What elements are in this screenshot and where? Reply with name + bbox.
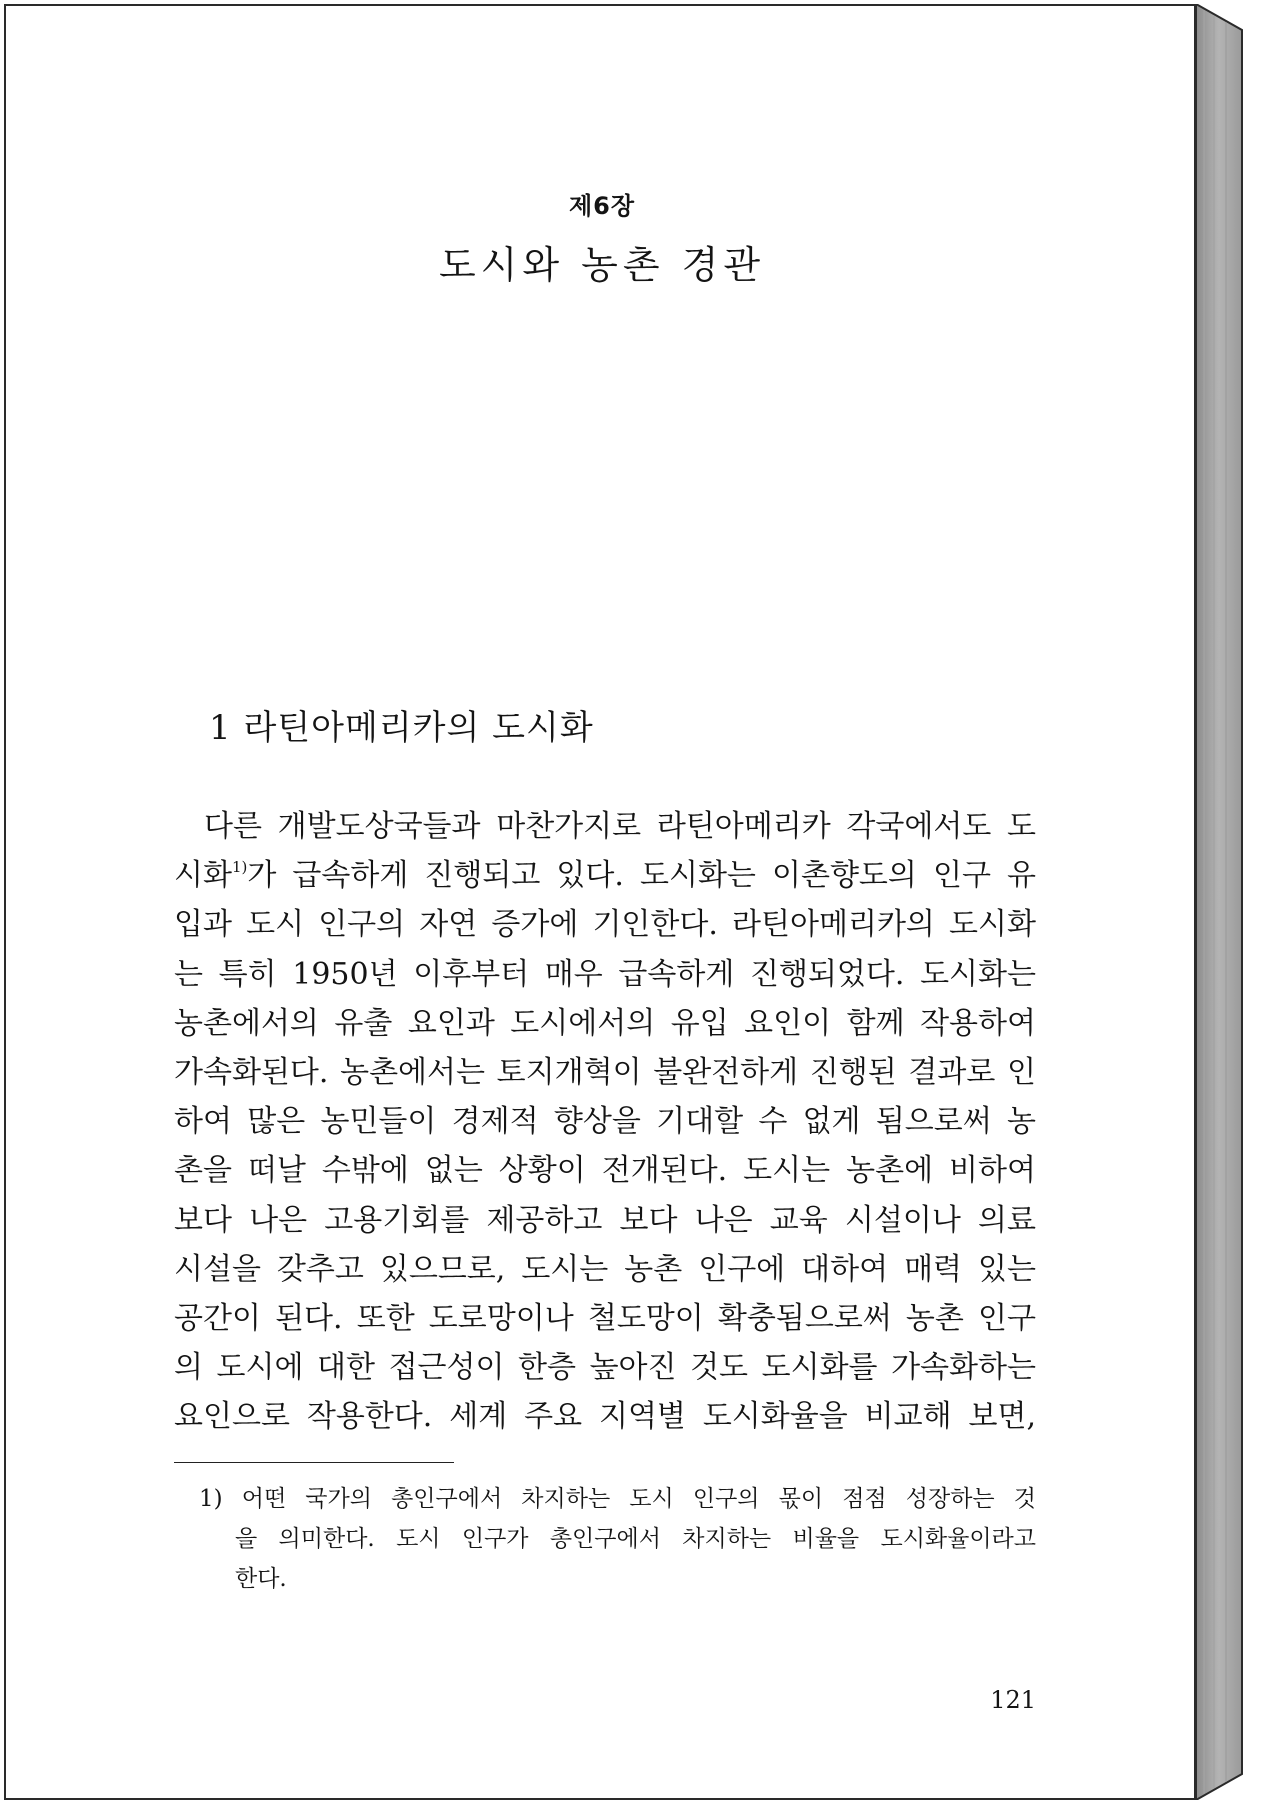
book-page [4, 4, 1196, 1800]
body-line: 하여 많은 농민들이 경제적 향상을 기대할 수 없게 됨으로써 농 [174, 1104, 1036, 1140]
footnote-reference: 1) [231, 858, 248, 877]
footnote-divider [174, 1462, 454, 1463]
body-line: 시설을 갖추고 있으므로, 도시는 농촌 인구에 대하여 매력 있는 [174, 1251, 1036, 1287]
body-line: 요인으로 작용한다. 세계 주요 지역별 도시화율을 비교해 보면, [174, 1399, 1036, 1435]
body-line: 는 특히 1950년 이후부터 매우 급속하게 진행되었다. 도시화는 [174, 956, 1036, 992]
footnote [199, 1479, 1036, 1599]
footnote-line: 을 의미한다. 도시 인구가 총인구에서 차지하는 비율을 도시화율이라고 [235, 1526, 1036, 1552]
body-line: 보다 나은 고용기회를 제공하고 보다 나은 교육 시설이나 의료 [174, 1202, 1036, 1238]
chapter-title: 도시와 농촌 경관 [438, 243, 766, 287]
body-text-segment: 가 급속하게 진행되고 있다. 도시화는 이촌향도의 인구 유 [247, 858, 1036, 894]
body-line: 의 도시에 대한 접근성이 한층 높아진 것도 도시화를 가속화하는 [174, 1350, 1036, 1386]
body-line: 입과 도시 인구의 자연 증가에 기인한다. 라틴아메리카의 도시화 [174, 907, 1036, 943]
body-line: 촌을 떠날 수밖에 없는 상황이 전개된다. 도시는 농촌에 비하여 [174, 1153, 1036, 1189]
page-number: 121 [990, 1686, 1036, 1714]
body-paragraph [174, 802, 1036, 1441]
body-line [174, 851, 1036, 900]
body-line: 가속화된다. 농촌에서는 토지개혁이 불완전하게 진행된 결과로 인 [174, 1054, 1036, 1090]
page-edge-shadow [1196, 4, 1262, 1800]
footnote-line: 한다. [235, 1566, 287, 1592]
body-line: 농촌에서의 유출 요인과 도시에서의 유입 요인이 함께 작용하여 [174, 1005, 1036, 1041]
footnote-line: 1) 어떤 국가의 총인구에서 차지하는 도시 인구의 몫이 점점 성장하는 것 [199, 1486, 1036, 1512]
chapter-number: 제6장 [568, 192, 636, 220]
body-line: 공간이 된다. 또한 도로망이나 철도망이 확충됨으로써 농촌 인구 [174, 1300, 1036, 1336]
section-heading: 1 라틴아메리카의 도시화 [209, 708, 594, 748]
body-line: 다른 개발도상국들과 마찬가지로 라틴아메리카 각국에서도 도 [204, 809, 1036, 844]
body-text-segment: 시화 [174, 858, 232, 894]
